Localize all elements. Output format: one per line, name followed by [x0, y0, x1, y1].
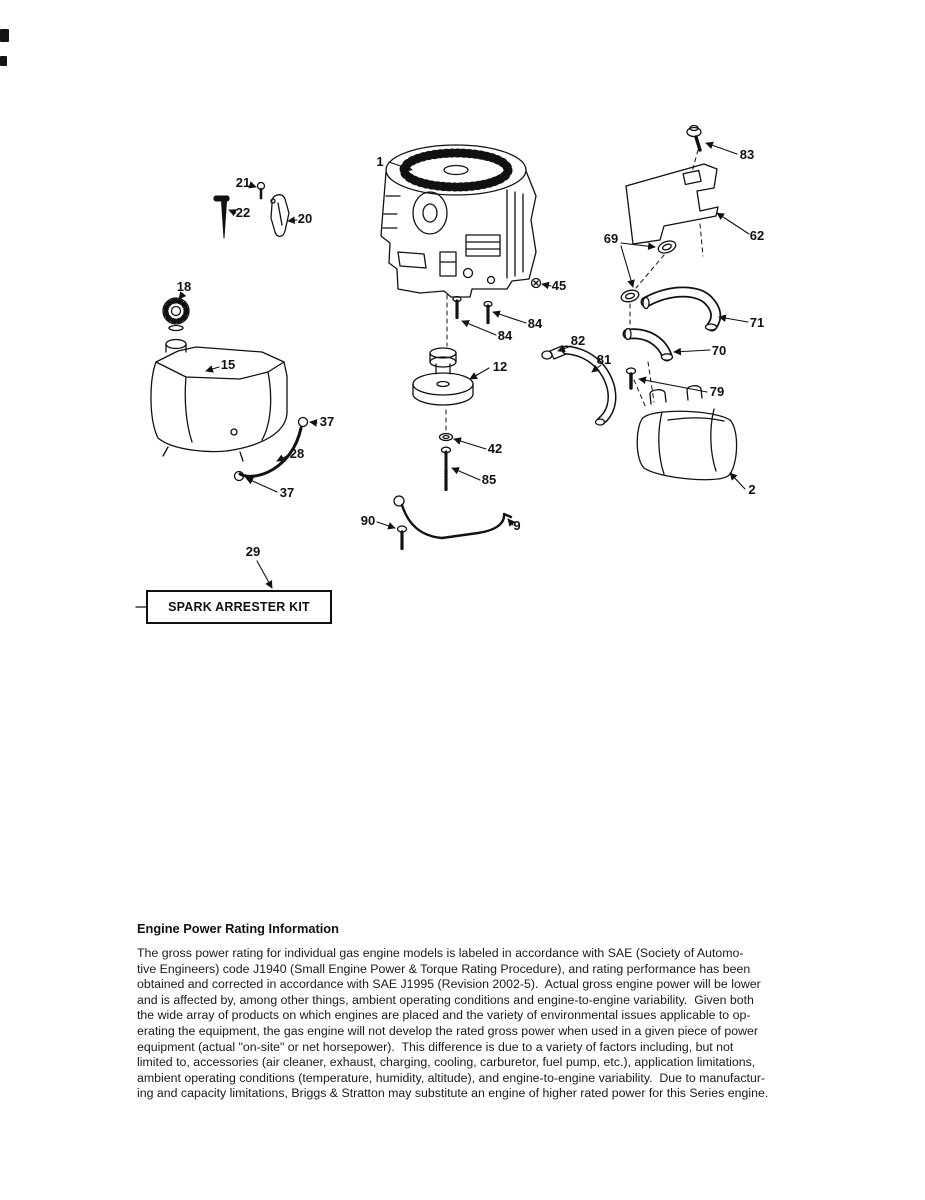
- callout-9: 9: [513, 518, 521, 533]
- callout-83: 83: [739, 147, 755, 162]
- callout-42: 42: [487, 441, 503, 456]
- callout-18: 18: [176, 279, 192, 294]
- callout-82: 82: [570, 333, 586, 348]
- callout-12: 12: [492, 359, 508, 374]
- bracket-9: [394, 496, 511, 538]
- info-heading: Engine Power Rating Information: [137, 921, 339, 936]
- spark-arrester-kit-label: [146, 590, 332, 624]
- bolt-90: [398, 526, 407, 550]
- callout-70: 70: [711, 343, 727, 358]
- pulley-12: [413, 348, 473, 405]
- fuel-tank-15: [151, 340, 287, 462]
- bolt-84b: [484, 302, 492, 324]
- callout-37b: 37: [279, 485, 295, 500]
- callout-1: 1: [376, 154, 384, 169]
- callout-20: 20: [297, 211, 313, 226]
- spark-arrester-kit-text: SPARK ARRESTER KIT: [168, 600, 310, 614]
- screw-45: [532, 279, 541, 288]
- callout-85: 85: [481, 472, 497, 487]
- bolt-84a: [453, 297, 461, 319]
- screw-83: [687, 126, 701, 151]
- bolt-85: [442, 447, 451, 490]
- fuel-cap-18: [163, 298, 189, 331]
- callout-45: 45: [551, 278, 567, 293]
- exhaust-pipe-71: [643, 292, 717, 330]
- washer-42: [440, 434, 453, 441]
- callout-22: 22: [235, 205, 251, 220]
- callout-62: 62: [749, 228, 765, 243]
- callout-84b: 84: [497, 328, 513, 343]
- info-body: The gross power rating for individual gas engine models is labeled in accordance with SAE (Society of Automo- tive Engineers) code J1940 (Small Engine Power & Torque Rating Procedure), and rating performance has been obtained and corrected in accordance with SAE J1995 (Revision 2002-5). Actual gross engine power will be lower and is affected by, among other things, ambient operating conditions and engine-to-engine variability. Given both the wide array of products on which engines are placed and the variety of environmental issues applicable to op- erating the equipment, the gas engine will not develop the rated gross power when used in a given piece of power equipment (actual "on-site" or net horsepower). This difference is due to a variety of factors including, but not limited to, accessories (air cleaner, exhaust, charging, cooling, carburetor, fuel pump, etc.), application limitations, ambient operating conditions (temperature, humidity, altitude), and engine-to-engine variability. Due to manufactur- ing and capacity limitations, Briggs & Stratton may substitute an engine of higher rated power for this Series engine.: [137, 946, 769, 1101]
- heat-shield-62: [626, 164, 718, 244]
- bolt-79: [627, 368, 636, 388]
- callout-81: 81: [596, 352, 612, 367]
- callout-37a: 37: [319, 414, 335, 429]
- callout-84a: 84: [527, 316, 543, 331]
- muffler-2: [637, 386, 736, 480]
- exhaust-pipe-70: [625, 329, 673, 361]
- callout-90: 90: [360, 513, 376, 528]
- dipstick-22: [214, 196, 229, 238]
- dipstick-tube-20: [271, 195, 289, 237]
- callout-79: 79: [709, 384, 725, 399]
- screw-21: [258, 183, 265, 199]
- callout-15: 15: [220, 357, 236, 372]
- leader-lines: [176, 143, 749, 588]
- callout-28: 28: [289, 446, 305, 461]
- callout-21: 21: [235, 175, 251, 190]
- callout-2: 2: [748, 482, 756, 497]
- callout-69: 69: [603, 231, 619, 246]
- callout-71: 71: [749, 315, 765, 330]
- callout-29: 29: [245, 544, 261, 559]
